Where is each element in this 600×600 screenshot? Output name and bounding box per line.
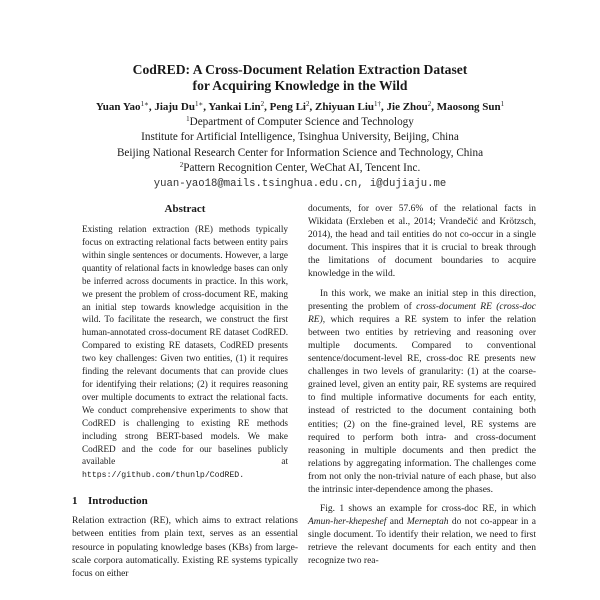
right-paragraph-1: documents, for over 57.6% of the relational facts in Wikidata (Erxleben et al., 2014; Vrandečić and Krötzsch, 2014), the head and tail entities do not co-occur in a single document. This inspires that it is crucial to break through the limitations of document boundaries to acquire knowledge in the wild. bbox=[308, 204, 536, 280]
affiliation-line: Institute for Artificial Intelligence, Tsinghua University, Beijing, China bbox=[141, 131, 459, 144]
author-name: Zhiyuan Liu bbox=[315, 101, 375, 113]
abstract-body bbox=[82, 223, 288, 483]
affiliation-line bbox=[40, 115, 560, 130]
intro-paragraph: Relation extraction (RE), which aims to extract relations between entities from plain text, serves as an essential resource in populating knowledge bases (KBs) from large-scale corpora automatically. Existing RE systems typically focus on either bbox=[72, 516, 298, 579]
author-mark: 1∗ bbox=[140, 100, 149, 108]
text-run: Fig. 1 shows an example for cross-doc RE, in which bbox=[320, 504, 536, 515]
author-mark: 2 bbox=[427, 100, 432, 108]
affiliation-line bbox=[40, 161, 560, 176]
author-mark: 2 bbox=[306, 100, 310, 108]
author-mark: 1 bbox=[500, 100, 505, 108]
right-column bbox=[308, 203, 536, 569]
left-column bbox=[72, 203, 298, 581]
right-paragraph-3 bbox=[308, 503, 536, 568]
author-list: Yuan Yao$^{1∗}$, Jiaju $Du^{1∗}$, Yankai Lin$^2$, Peng Li$^2$, Zhiyuan Liu$^{1\dagger}$, Jie Zhou$^2$, Maosong Sun$^1$ bbox=[95, 100, 505, 113]
title-line-1: CodRED: A Cross-Document Relation Extraction Dataset bbox=[132, 62, 468, 77]
section-heading-introduction bbox=[72, 495, 298, 508]
paper-title bbox=[60, 62, 540, 94]
text-run: , which requires a RE system to infer the relation between two entities by retrieving and reasoning over multiple documents. Compared to conventional sentence/document-level RE, cross-doc RE presents new challenges in two levels of granularity: (1) at the coarse-grained level, given an entity pair, RE systems are required to find multiple informative documents for each entity, instead of restricted to the document containing both entities; (2) on the fine-grained level, RE systems are required to perform both intra- and cross-document reasoning in multiple documents and then predict the relations by aggregating information. The challenges come from not only the non-trivial nature of each phase, but also the intrinsic inter-dependence among the phases. bbox=[308, 314, 536, 495]
affiliation-mark: 2 bbox=[179, 161, 184, 170]
affiliation-line: Beijing National Research Center for Information Science and Technology, China bbox=[116, 146, 484, 159]
code-url-link[interactable]: https://github.com/thunlp/CodRED. bbox=[82, 471, 245, 481]
text-run: do not co-appear in a single document. To identify their relation, we need to first retrieve the relevant documents for each entity and then recognize two rea- bbox=[308, 517, 536, 567]
author-name: Jiaju Du bbox=[154, 101, 195, 113]
title-line-2: for Acquiring Knowledge in the Wild bbox=[192, 78, 408, 93]
affiliations bbox=[40, 115, 560, 192]
author-name: Maosong Sun bbox=[436, 101, 501, 113]
text-run: In this work, we make an initial step in this direction, presenting the problem of bbox=[308, 288, 536, 312]
emphasis-text: Amun-her-khepeshef bbox=[308, 517, 387, 528]
section-number: 1 bbox=[72, 495, 78, 508]
author-mark: 2 bbox=[260, 100, 265, 108]
right-paragraph-2 bbox=[308, 288, 536, 498]
author-mark: 1∗ bbox=[194, 100, 204, 108]
section-title: Introduction bbox=[88, 495, 148, 508]
author-emails[interactable]: yuan-yao18@mails.tsinghua.edu.cn, i@dujiaju.me bbox=[153, 177, 447, 190]
abstract-heading: Abstract bbox=[164, 203, 206, 215]
author-name: Yankai Lin bbox=[208, 101, 261, 113]
text-run: and bbox=[386, 517, 407, 528]
emphasis-text: cross-document RE (cross-doc RE) bbox=[308, 301, 536, 325]
affiliation-text: Pattern Recognition Center, WeChat AI, Tencent Inc. bbox=[183, 162, 421, 175]
affiliation-mark: 1 bbox=[186, 115, 190, 123]
affiliation-text: Department of Computer Science and Technology bbox=[189, 116, 414, 128]
author-name: Yuan Yao bbox=[95, 101, 141, 113]
author-mark: 1† bbox=[374, 100, 382, 108]
emphasis-text: Merneptah bbox=[406, 517, 449, 528]
author-name: Peng Li bbox=[269, 101, 306, 113]
author-name: Jie Zhou bbox=[386, 101, 428, 113]
abstract-text: Existing relation extraction (RE) methods typically focus on extracting relational facts between entity pairs within single sentences or documents. However, a large quantity of relational facts in knowledge bases can only be inferred across documents in practice. In this work, we present the problem of cross-document RE, making an initial step towards knowledge acquisition in the wild. To facilitate the research, we construct the first human-annotated cross-document RE dataset CodRED. Compared to existing RE datasets, CodRED presents two key challenges: Given two entities, (1) it requires finding the relevant documents that can provide clues for identifying their relations; (2) it requires reasoning over multiple documents to extract the relational facts. We conduct comprehensive experiments to show that CodRED is challenging to existing RE methods including strong BERT-based models. We make CodRED and the code for our baselines publicly available at bbox=[82, 224, 288, 467]
